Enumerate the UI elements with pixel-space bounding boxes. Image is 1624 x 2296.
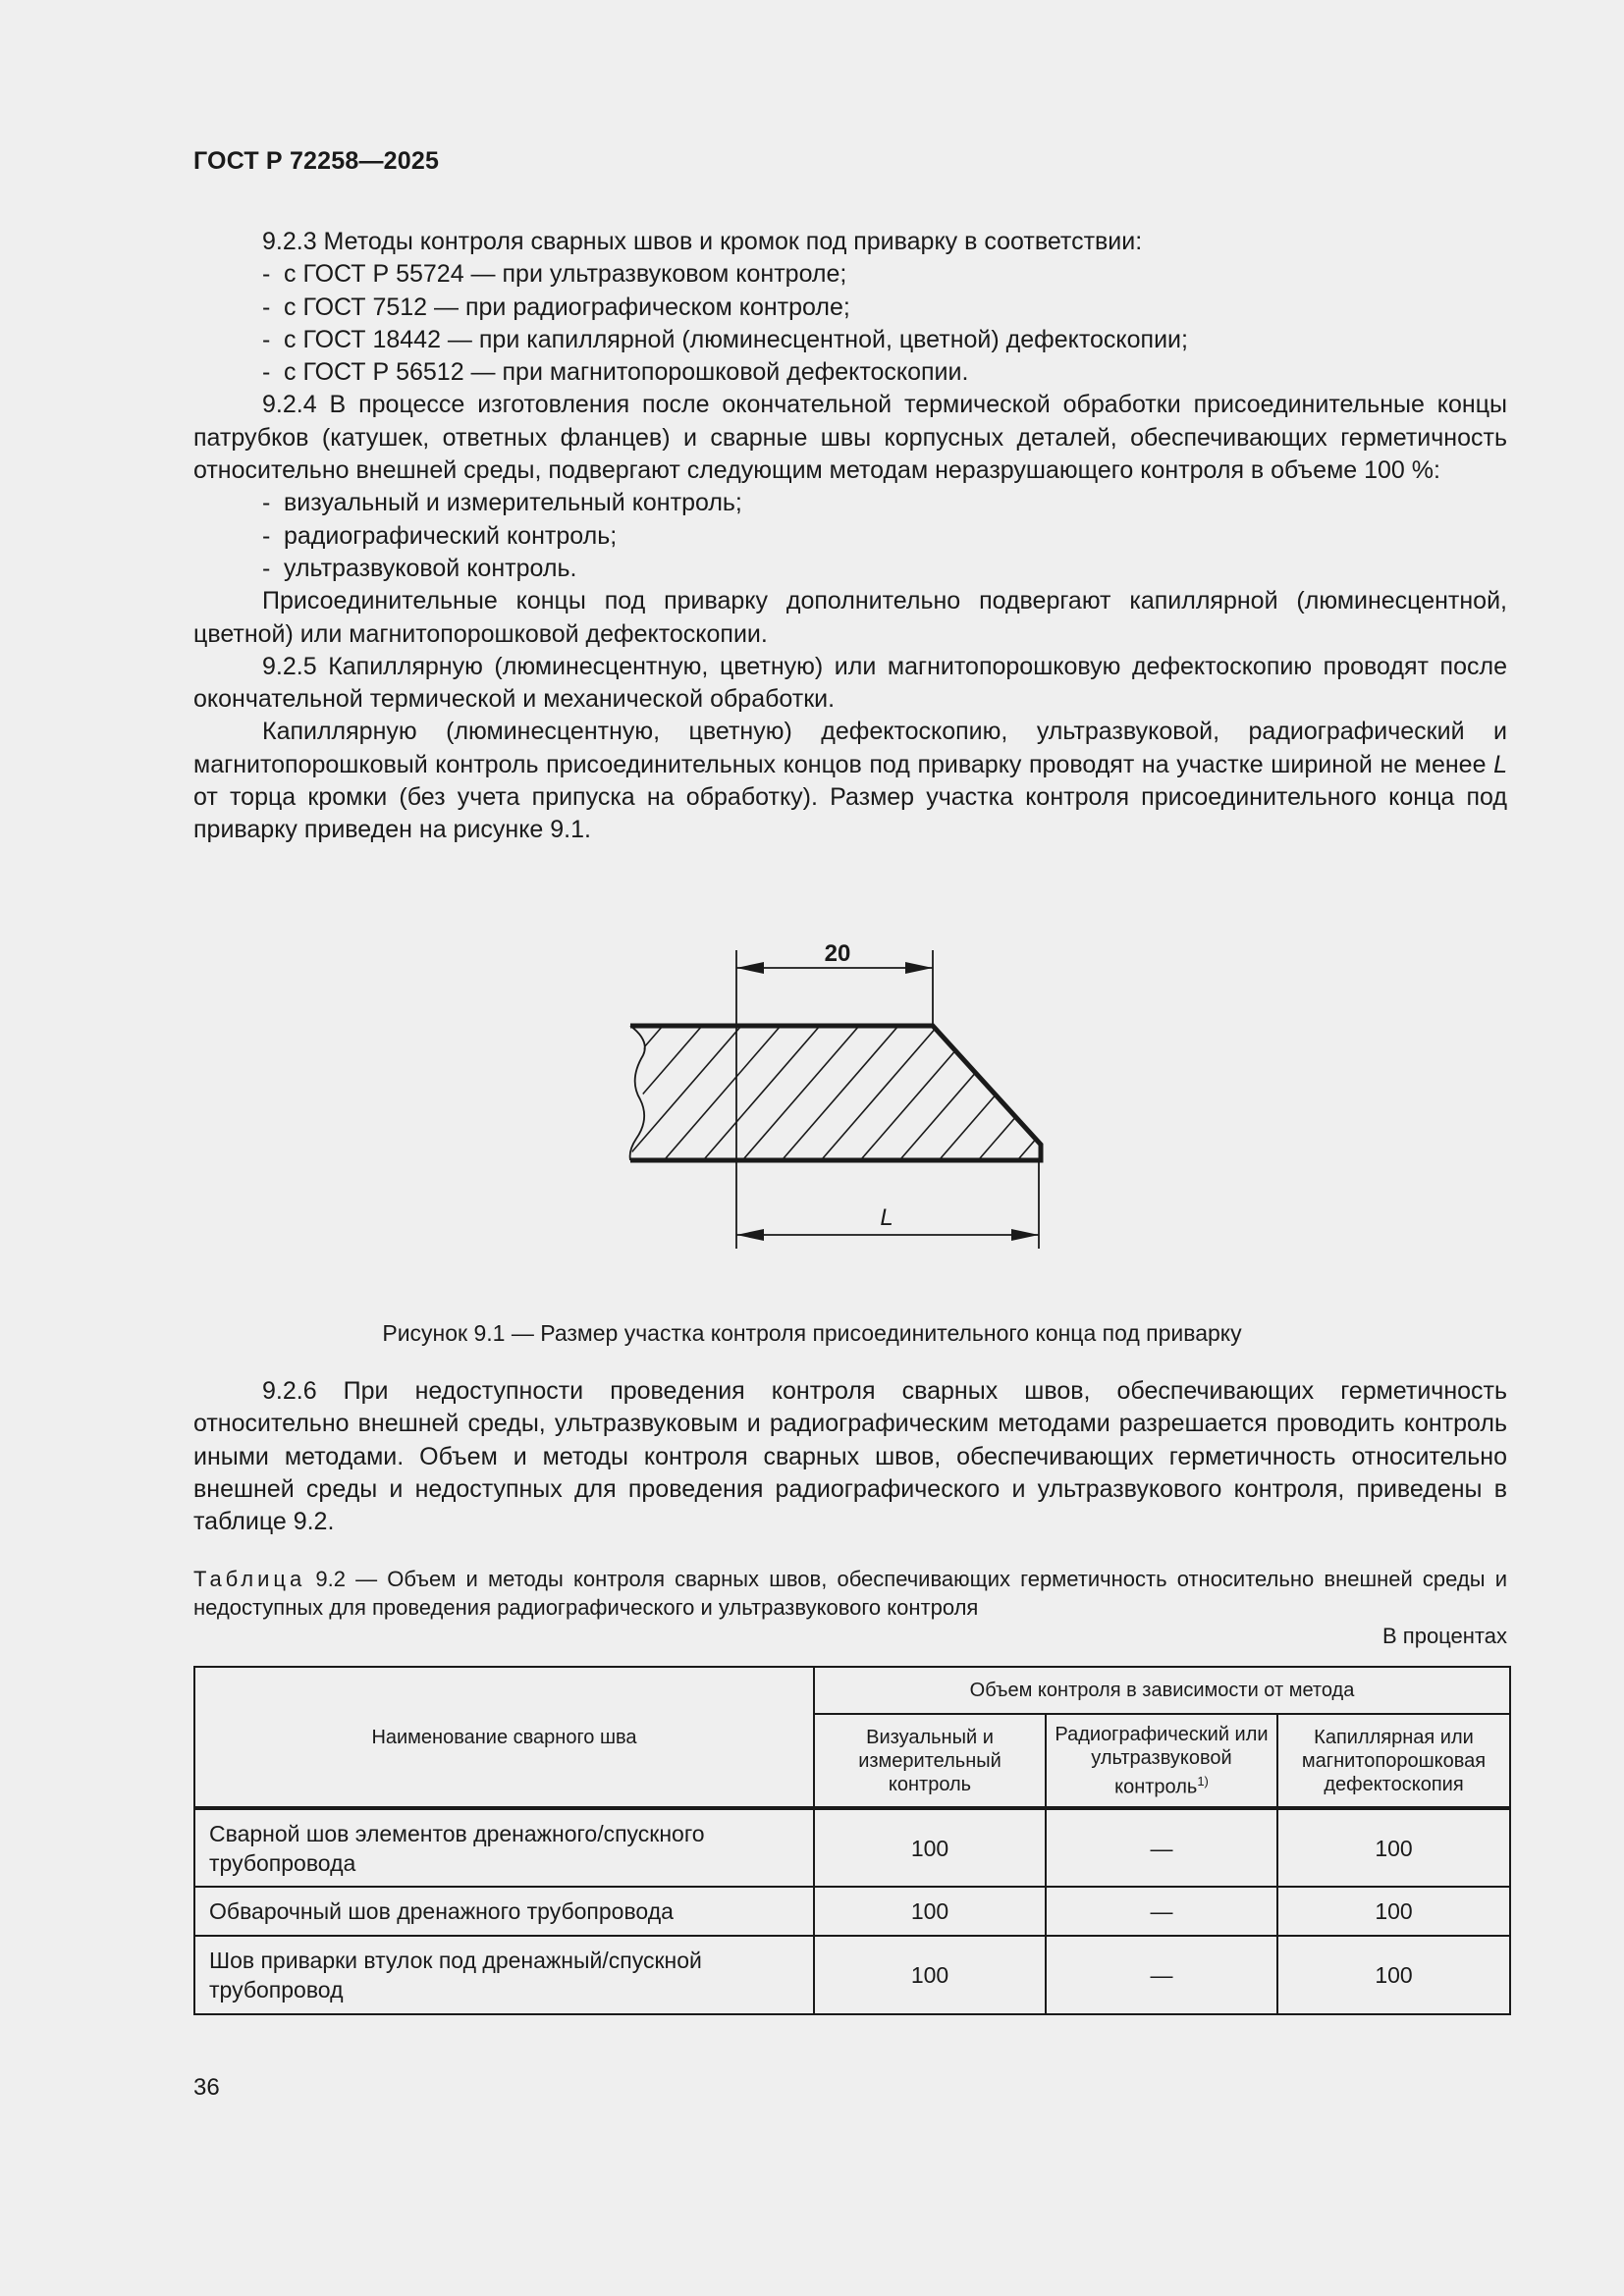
list-item: - с ГОСТ 7512 — при радиографическом контроле; xyxy=(262,293,850,321)
weld-edge-drawing xyxy=(0,933,1624,1286)
arrow-head xyxy=(736,962,764,974)
figure-caption: Рисунок 9.1 — Размер участка контроля присоединительного конца под приварку xyxy=(382,1320,1242,1346)
table-9-2 xyxy=(193,1666,1511,2015)
paragraph-9-2-4: 9.2.4 В процессе изготовления после окончательной термической обработки присоединительные концы патрубков (катушек, ответных фланцев) и сварные швы корпусных деталей, обеспечивающих герметичность относительно внешней среды, подвергают следующим методам неразрушающего контроля в объеме 100 %: xyxy=(193,391,1507,485)
arrow-head xyxy=(905,962,933,974)
list-item: - с ГОСТ Р 55724 — при ультразвуковом контроле; xyxy=(262,260,847,289)
table-header-capillary: Капиллярная или магнитопорошковая дефектоскопия xyxy=(1277,1714,1510,1808)
table-header-name: Наименование сварного шва xyxy=(194,1667,814,1808)
table-header-radio: Радиографический или ультразвуковой контроль$^{1)}$ xyxy=(1046,1714,1277,1808)
paragraph-9-2-5-second: Капиллярную (люминесцентную, цветную) дефектоскопию, ультразвуковой, радиографический и магнитопорошковый контроль присоединительных концов под приварку проводят на участке шириной не менее L от торца кромки (без учета припуска на обработку). Размер участка контроля присоединительного конца под приварку приведен на рисунке 9.1. xyxy=(193,718,1507,844)
dimension-label-bottom: L xyxy=(880,1204,893,1231)
cell-weld-name: Обварочный шов дренажного трубопровода xyxy=(194,1887,814,1936)
list-item: - радиографический контроль; xyxy=(262,521,618,550)
list-item: - с ГОСТ Р 56512 — при магнитопорошковой дефектоскопии. xyxy=(262,358,969,387)
page-number: 36 xyxy=(193,2074,220,2101)
hatch-pattern xyxy=(471,952,1198,1247)
dimension-label-top: 20 xyxy=(824,940,851,967)
cell-visual: 100 xyxy=(814,1887,1046,1936)
cell-radio: — xyxy=(1046,1808,1277,1887)
list-item: - с ГОСТ 18442 — при капиллярной (люминесцентной, цветной) дефектоскопии; xyxy=(262,325,1188,353)
figure-9-1 xyxy=(0,933,1624,1286)
cell-radio: — xyxy=(1046,1936,1277,2014)
text-block-top xyxy=(193,226,1507,847)
cell-visual: 100 xyxy=(814,1808,1046,1887)
cell-visual: 100 xyxy=(814,1936,1046,2014)
paragraph-9-2-5: 9.2.5 Капиллярную (люминесцентную, цветную) или магнитопорошковую дефектоскопию проводят после окончательной термической и механической обработки. xyxy=(193,652,1507,714)
table-row xyxy=(194,1808,1510,1887)
text-block-bottom xyxy=(193,1375,1507,1538)
cell-weld-name: Сварной шов элементов дренажного/спускного трубопровода xyxy=(194,1808,814,1887)
cell-capillary: 100 xyxy=(1277,1936,1510,2014)
table-units: В процентах xyxy=(1382,1624,1507,1648)
table-header-visual: Визуальный и измерительный контроль xyxy=(814,1714,1046,1808)
cell-capillary: 100 xyxy=(1277,1887,1510,1936)
paragraph-9-2-3: 9.2.3 Методы контроля сварных швов и кромок под приварку в соответствии: xyxy=(262,228,1143,255)
table-header-group: Объем контроля в зависимости от метода xyxy=(814,1667,1510,1714)
arrow-head xyxy=(1011,1229,1039,1241)
cell-capillary: 100 xyxy=(1277,1808,1510,1887)
paragraph-9-2-4-extra: Присоединительные концы под приварку дополнительно подвергают капиллярной (люминесцентной, цветной) или магнитопорошковой дефектоскопии. xyxy=(193,587,1507,648)
table-row xyxy=(194,1887,1510,1936)
part-outline xyxy=(630,1026,1041,1160)
paragraph-9-2-6: 9.2.6 При недоступности проведения контроля сварных швов, обеспечивающих герметичность относительно внешней среды, ультразвуковым и радиографическим методами разрешается проводить контроль иными методами. Объем и методы контроля сварных швов, обеспечивающих герметичность относительно внешней среды и недоступных для проведения радиографического и ультразвукового контроля, приведены в таблице 9.2. xyxy=(193,1377,1507,1536)
table-row xyxy=(194,1936,1510,2014)
document-header: ГОСТ Р 72258—2025 xyxy=(193,147,440,175)
cell-radio: — xyxy=(1046,1887,1277,1936)
arrow-head xyxy=(736,1229,764,1241)
table-caption: Таблица 9.2 — Объем и методы контроля сварных швов, обеспечивающих герметичность относительно внешней среды и недоступных для проведения радиографического и ультразвукового контроля xyxy=(193,1567,1507,1620)
list-item: - визуальный и измерительный контроль; xyxy=(262,489,742,517)
cell-weld-name: Шов приварки втулок под дренажный/спускной трубопровод xyxy=(194,1936,814,2014)
list-item: - ультразвуковой контроль. xyxy=(262,554,577,582)
